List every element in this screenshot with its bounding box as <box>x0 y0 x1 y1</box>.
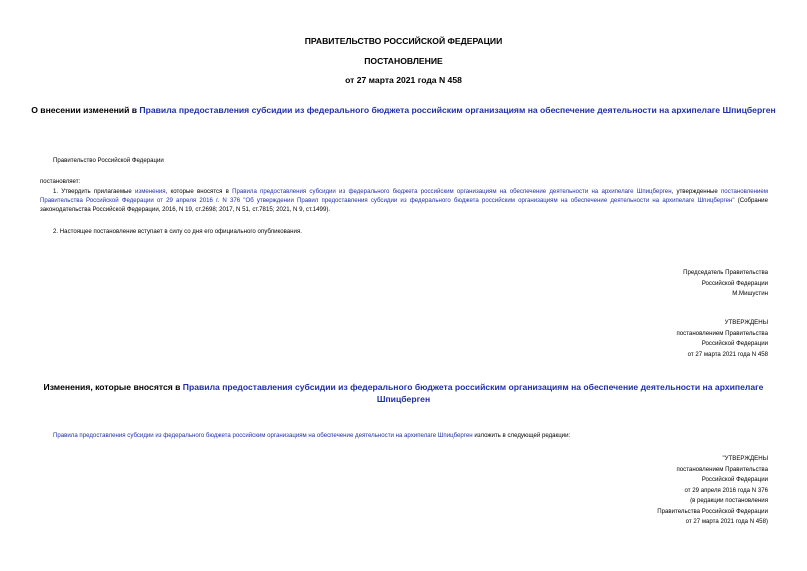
p1-text-1: 1. Утвердить прилагаемые <box>53 188 135 195</box>
approved2-line-6: Правительства Российской Федерации <box>657 507 768 515</box>
intro-text: Правительство Российской Федерации <box>53 157 164 164</box>
document-type: ПОСТАНОВЛЕНИЕ <box>364 56 443 66</box>
document-title <box>30 104 777 116</box>
approved1-line-3: Российской Федерации <box>701 340 768 347</box>
signature-line-1: Председатель Правительства <box>683 269 768 276</box>
p1-text-4: (Собрание законодательства Российской Федерации, 2016, N 19, ст.2698; 2017, N 51, ст.7815; 2021, N 9, ст.1499). <box>40 196 768 213</box>
signature-line-2: Российской Федерации <box>701 279 768 287</box>
approved1-line-1: УТВЕРЖДЕНЫ <box>724 319 768 326</box>
approved2-line-5: (в редакции постановления <box>690 497 768 504</box>
changes-link[interactable]: изменения <box>135 188 166 195</box>
changes-title-prefix: Изменения, которые вносятся в <box>43 382 183 392</box>
approved2-line-7: от 27 марта 2021 года N 458) <box>685 518 768 525</box>
approved1-line-4: от 27 марта 2021 года N 458 <box>687 350 768 358</box>
approved-block-2 <box>657 454 768 528</box>
paragraph-2: 2. Настоящее постановление вступает в силу со дня его официального опубликования. <box>53 228 302 235</box>
approved2-line-3: Российской Федерации <box>701 476 768 483</box>
approved2-line-1: "УТВЕРЖДЕНЫ <box>722 455 768 462</box>
changes-title <box>40 381 767 405</box>
p1-text-2: , которые вносятся в <box>165 188 233 195</box>
signature-name: М.Мишустин <box>732 290 768 297</box>
changes-body-rules-link[interactable]: Правила предоставления субсидии из федерального бюджета российским организациям на обеспечение деятельности на архипелаге Шпицберген <box>53 432 473 439</box>
changes-body <box>53 432 570 441</box>
signature-block <box>683 268 768 300</box>
changes-body-text: изложить в следующей редакции: <box>472 432 571 439</box>
approved1-line-2: постановлением Правительства <box>676 329 768 337</box>
approved-block-1 <box>676 318 768 360</box>
title-prefix: О внесении изменений в <box>31 105 140 115</box>
document-date-number: от 27 марта 2021 года N 458 <box>345 75 462 85</box>
rules-link[interactable]: Правила предоставления субсидии из федерального бюджета российским организациям на обеспечение деятельности на архипелаге Шпицберген <box>232 188 672 195</box>
title-rules-link[interactable]: Правила предоставления субсидии из федерального бюджета российским организациям на обеспечение деятельности на архипелаге Шпицберген <box>139 105 776 115</box>
approved2-line-2: постановлением Правительства <box>676 465 768 473</box>
p1-text-3: , утвержденные <box>671 188 721 195</box>
approved2-line-4: от 29 апреля 2016 года N 376 <box>684 486 768 494</box>
changes-title-rules-link[interactable]: Правила предоставления субсидии из федерального бюджета российским организациям на обеспечение деятельности на архипелаге Шпицберген <box>182 382 764 404</box>
paragraph-1 <box>40 188 768 215</box>
decides-text: постановляет: <box>40 178 81 185</box>
resolution-376-link[interactable]: постановлением Правительства Российской Федерации от 29 апреля 2016 г. N 376 "Об утверждении Правил предоставления субсидии из федерального бюджета российским организациям на обеспечение деятельности на архипелаге Шпицберген" <box>40 188 768 204</box>
government-heading: ПРАВИТЕЛЬСТВО РОССИЙСКОЙ ФЕДЕРАЦИИ <box>304 36 503 46</box>
